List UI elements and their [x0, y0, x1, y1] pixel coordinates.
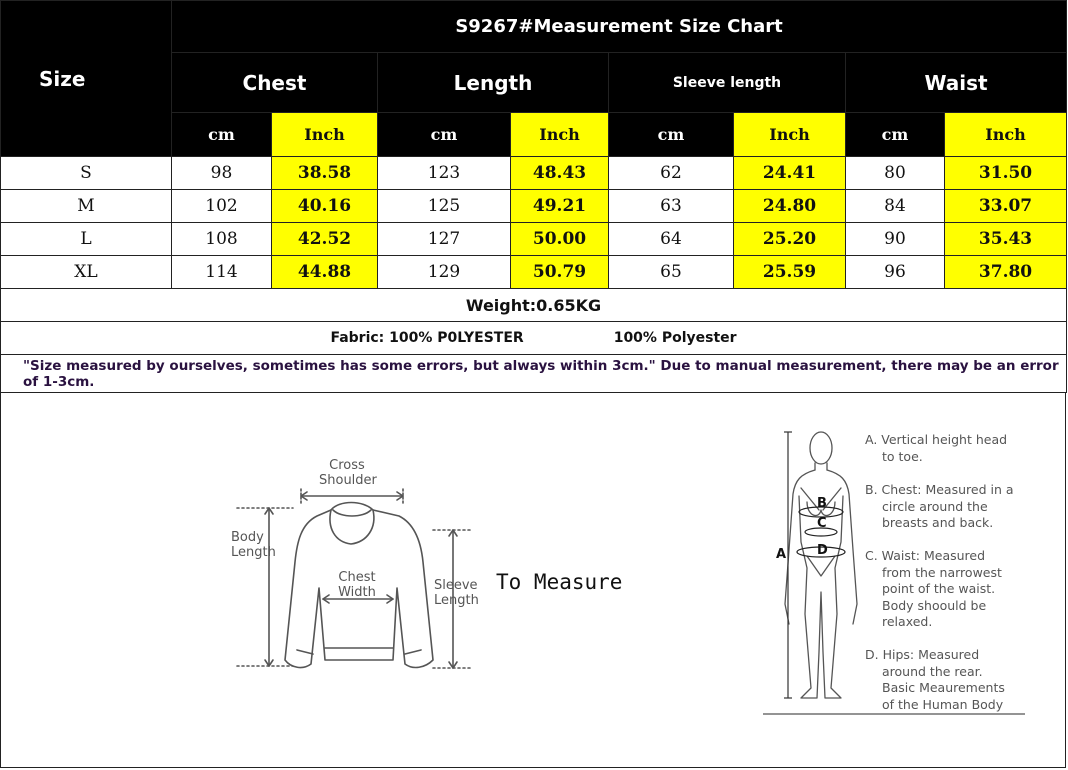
sleeve-length-label — [434, 578, 479, 608]
inch-value-cell: 42.52 — [272, 223, 378, 256]
desc-d — [865, 647, 1005, 713]
inch-value-cell: 35.43 — [945, 223, 1067, 256]
table-row — [1, 157, 1067, 190]
desc-a — [865, 432, 1007, 465]
cm-value-cell: 129 — [378, 256, 511, 289]
letter-c: C — [817, 516, 827, 531]
inch-value-cell: 24.80 — [734, 190, 846, 223]
size-cell: M — [1, 190, 172, 223]
cm-value-cell: 80 — [846, 157, 945, 190]
desc-b-line: circle around the — [882, 498, 988, 514]
cm-value-cell: 125 — [378, 190, 511, 223]
unit-inch: Inch — [734, 113, 846, 157]
cm-value-cell: 63 — [609, 190, 734, 223]
unit-cm: cm — [846, 113, 945, 157]
sleeve-length-label-line1: Sleeve — [434, 578, 478, 593]
inch-value-cell: 37.80 — [945, 256, 1067, 289]
inch-value-cell: 48.43 — [511, 157, 609, 190]
group-length: Length — [378, 53, 609, 113]
desc-b-line: B. Chest: Measured in a — [865, 482, 1014, 497]
sleeve-length-label-line2: Length — [434, 593, 479, 608]
size-cell: XL — [1, 256, 172, 289]
inch-value-cell: 25.20 — [734, 223, 846, 256]
group-sleeve-length: Sleeve length — [609, 53, 846, 113]
weight-note: Weight:0.65KG — [1, 289, 1067, 322]
body-length-label-line1: Body — [231, 530, 264, 545]
unit-inch: Inch — [511, 113, 609, 157]
unit-cm: cm — [378, 113, 511, 157]
desc-c-line: point of the waist. — [882, 581, 996, 596]
measurement-diagram-area — [0, 392, 1066, 768]
desc-c-line: Body shoould be — [882, 597, 987, 613]
desc-c — [865, 548, 1002, 631]
chest-width-label-line1: Chest — [338, 570, 376, 585]
cm-value-cell: 114 — [172, 256, 272, 289]
inch-value-cell: 31.50 — [945, 157, 1067, 190]
fabric-note — [1, 322, 1067, 355]
cm-value-cell: 123 — [378, 157, 511, 190]
chest-width-label-line2: Width — [338, 585, 376, 600]
inch-value-cell: 50.00 — [511, 223, 609, 256]
cm-value-cell: 64 — [609, 223, 734, 256]
table-row — [1, 223, 1067, 256]
fabric-right: 100% Polyester — [613, 330, 737, 346]
cm-value-cell: 98 — [172, 157, 272, 190]
unit-cm: cm — [172, 113, 272, 157]
size-cell: S — [1, 157, 172, 190]
desc-d-line: Basic Meaurements — [882, 680, 1005, 695]
desc-a-line: to toe. — [882, 448, 923, 464]
cm-value-cell: 102 — [172, 190, 272, 223]
desc-d-line: around the rear. — [882, 663, 983, 679]
group-waist: Waist — [846, 53, 1067, 113]
desc-b-line: breasts and back. — [882, 515, 994, 530]
cross-shoulder-label-line1: Cross — [329, 458, 365, 473]
cross-shoulder-label-line2: Shoulder — [319, 473, 377, 488]
table-row — [1, 256, 1067, 289]
inch-value-cell: 38.58 — [272, 157, 378, 190]
desc-c-line: relaxed. — [882, 614, 933, 629]
unit-cm: cm — [609, 113, 734, 157]
fabric-left: Fabric: 100% P0LYESTER — [330, 330, 524, 346]
desc-b — [865, 482, 1014, 532]
cm-value-cell: 90 — [846, 223, 945, 256]
cm-value-cell: 96 — [846, 256, 945, 289]
disclaimer-note: "Size measured by ourselves, sometimes has some errors, but always within 3cm." Due to manual measurement, there may be an error of 1-3cm. — [1, 355, 1067, 393]
unit-inch: Inch — [945, 113, 1067, 157]
inch-value-cell: 25.59 — [734, 256, 846, 289]
size-cell: L — [1, 223, 172, 256]
chart-title: S9267#Measurement Size Chart — [172, 1, 1067, 53]
inch-value-cell: 33.07 — [945, 190, 1067, 223]
group-chest: Chest — [172, 53, 378, 113]
letter-a: A — [776, 547, 787, 562]
inch-value-cell: 40.16 — [272, 190, 378, 223]
to-measure-text: To Measure — [496, 570, 623, 594]
unit-inch: Inch — [272, 113, 378, 157]
desc-c-line: C. Waist: Measured — [865, 548, 986, 563]
table-row — [1, 190, 1067, 223]
inch-value-cell: 44.88 — [272, 256, 378, 289]
inch-value-cell: 50.79 — [511, 256, 609, 289]
cm-value-cell: 127 — [378, 223, 511, 256]
cm-value-cell: 62 — [609, 157, 734, 190]
body-length-label-line2: Length — [231, 545, 276, 560]
letter-d: D — [817, 543, 828, 558]
body-length-label — [231, 530, 276, 560]
chest-width-label — [329, 570, 385, 600]
inch-value-cell: 24.41 — [734, 157, 846, 190]
letter-b: B — [817, 496, 827, 511]
size-header: Size — [1, 1, 172, 157]
cross-shoulder-label — [319, 458, 375, 488]
desc-a-line: A. Vertical height head — [865, 432, 1008, 447]
cm-value-cell: 65 — [609, 256, 734, 289]
cm-value-cell: 108 — [172, 223, 272, 256]
cm-value-cell: 84 — [846, 190, 945, 223]
desc-d-line: of the Human Body — [882, 696, 1004, 712]
desc-d-line: D. Hips: Measured — [865, 647, 980, 662]
inch-value-cell: 49.21 — [511, 190, 609, 223]
desc-c-line: from the narrowest — [882, 564, 1002, 580]
